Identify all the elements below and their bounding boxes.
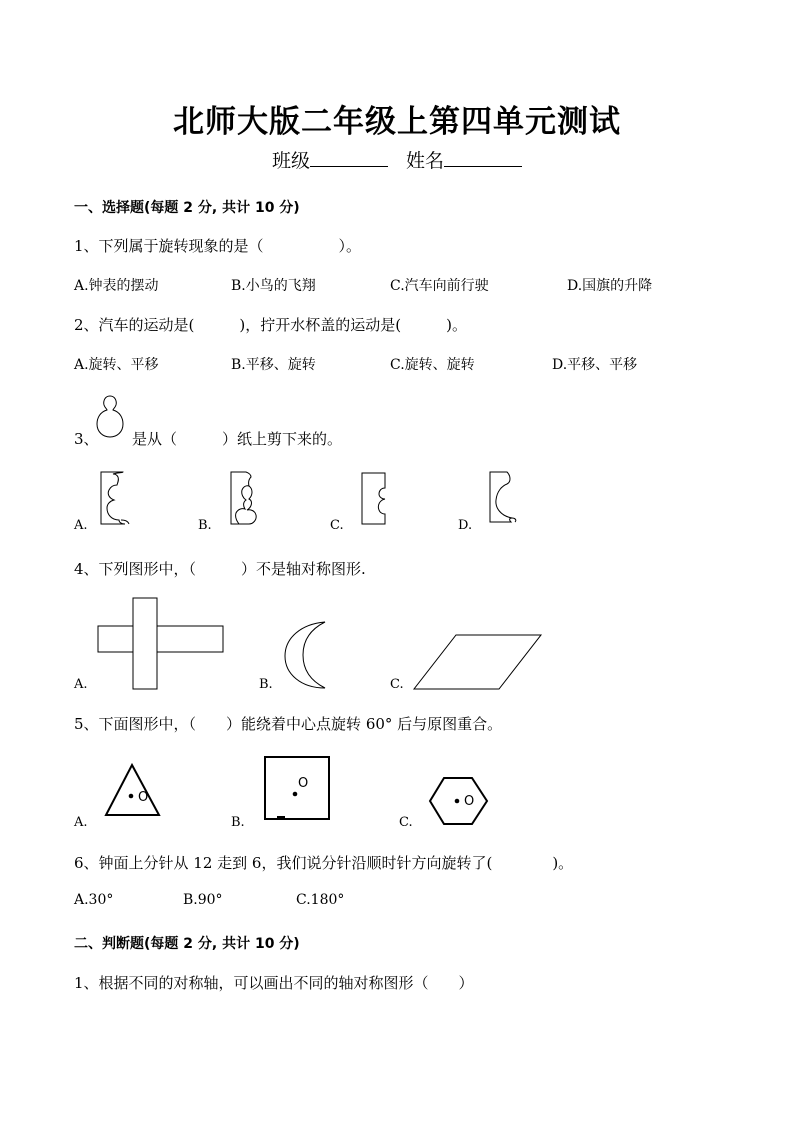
- q2-option-a: A.旋转、平移: [74, 357, 159, 373]
- q6-option-c: C.180°: [296, 892, 345, 908]
- cross-shape: [97, 597, 225, 691]
- section2-heading: 二、判断题(每题 2 分, 共计 10 分): [74, 936, 300, 952]
- q3-number: 3、: [74, 430, 99, 448]
- q3-option-c-figure: [359, 470, 393, 526]
- q6-option-b: B.90°: [183, 892, 223, 908]
- triangle-center-label: O: [138, 790, 149, 805]
- q5-label-c: C.: [399, 815, 413, 830]
- class-label: 班级: [271, 150, 310, 172]
- q2-option-d: D.平移、平移: [552, 357, 638, 373]
- class-blank: [310, 148, 388, 167]
- crescent-moon-shape: [283, 620, 329, 690]
- q4-text: 4、下列图形中，（ ）不是轴对称图形.: [74, 560, 366, 578]
- q3-label-b: B.: [198, 518, 212, 533]
- square-center-label: O: [298, 776, 309, 791]
- page-title: 北师大版二年级上第四单元测试: [173, 104, 621, 140]
- q5-text: 5、下面图形中，（ ）能绕着中心点旋转 60° 后与原图重合。: [74, 715, 503, 733]
- q3-label-c: C.: [330, 518, 344, 533]
- q1-option-d: D.国旗的升降: [567, 278, 653, 294]
- q1-option-a: A.钟表的摆动: [74, 278, 159, 294]
- q3-text: 是从（ ）纸上剪下来的。: [132, 430, 343, 448]
- hexagon-shape: [428, 776, 490, 826]
- q4-label-b: B.: [259, 677, 273, 692]
- q6-option-a: A.30°: [74, 892, 114, 908]
- gourd-figure: [95, 394, 125, 438]
- parallelogram-shape: [413, 634, 543, 690]
- judge-q1-text: 1、根据不同的对称轴，可以画出不同的轴对称图形（ ）: [74, 974, 474, 992]
- q4-label-c: C.: [390, 677, 404, 692]
- name-label: 姓名: [406, 150, 445, 172]
- q1-text: 1、下列属于旋转现象的是（ ）。: [74, 237, 362, 255]
- section1-heading: 一、选择题(每题 2 分, 共计 10 分): [74, 200, 300, 216]
- q5-label-b: B.: [231, 815, 245, 830]
- q1-option-b: B.小鸟的飞翔: [231, 278, 316, 294]
- q3-label-a: A.: [74, 518, 88, 533]
- q3-label-d: D.: [458, 518, 473, 533]
- q2-text: 2、汽车的运动是( )，拧开水杯盖的运动是( )。: [74, 316, 467, 334]
- triangle-shape: [104, 762, 162, 818]
- q4-label-a: A.: [74, 677, 88, 692]
- q6-text: 6、钟面上分针从 12 走到 6，我们说分针沿顺时针方向旋转了( )。: [74, 854, 574, 872]
- q2-option-b: B.平移、旋转: [231, 357, 316, 373]
- q3-option-b-figure: [229, 470, 263, 526]
- q3-option-a-figure: [99, 470, 133, 526]
- student-info-line: [0, 146, 794, 173]
- q5-label-a: A.: [74, 815, 88, 830]
- q1-option-c: C.汽车向前行驶: [390, 278, 489, 294]
- q3-option-d-figure: [487, 470, 521, 526]
- hexagon-center-label: O: [464, 794, 475, 809]
- q2-option-c: C.旋转、旋转: [390, 357, 475, 373]
- name-blank: [444, 148, 522, 167]
